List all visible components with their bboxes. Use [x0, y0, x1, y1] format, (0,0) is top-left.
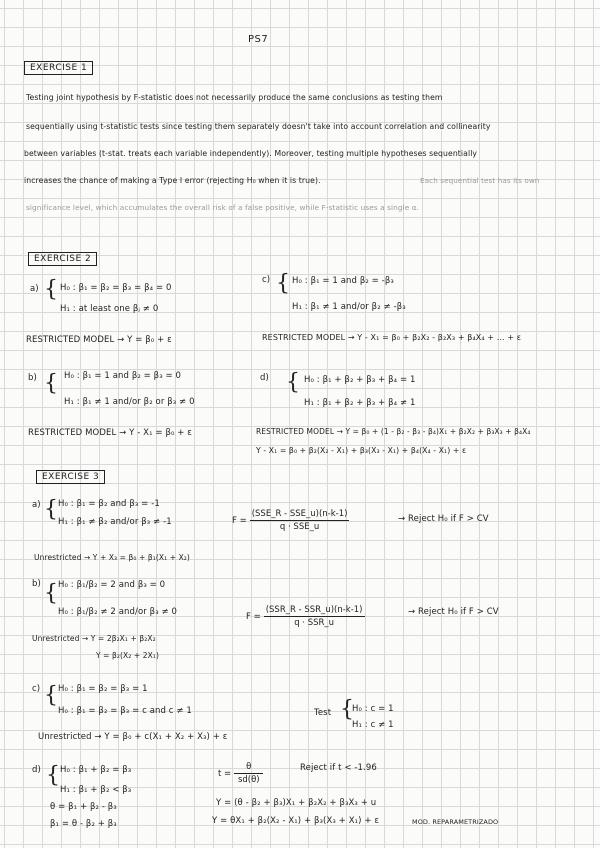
ex2-a-label: a): [30, 284, 39, 294]
ex3-b-f-statistic: [246, 605, 368, 628]
ex3-c-h0: H₀ : β₁ = β₂ = β₃ = 1: [58, 684, 148, 694]
ex3-b-unrestricted-1: Unrestricted → Y = 2β₂X₁ + β₂X₂: [32, 634, 156, 643]
f-denominator: q · SSE_u: [279, 522, 320, 532]
ex3-b-rule: → Reject H₀ if F > CV: [408, 607, 499, 617]
ex2-d-h0: H₀ : β₁ + β₂ + β₃ + β₄ = 1: [304, 375, 416, 385]
ex3-d-label: d): [32, 765, 41, 775]
ex2-c-h1: H₁ : β₁ ≠ 1 and/or β₂ ≠ -β₃: [292, 302, 406, 312]
ex1-text-line-4: increases the chance of making a Type I error (rejecting H₀ when it is true).: [24, 176, 321, 185]
t-numerator: θ: [234, 762, 263, 774]
ex3-a-f-statistic: [232, 509, 352, 532]
ex2-a-h0: H₀ : β₁ = β₂ = β₃ = β₄ = 0: [60, 283, 172, 293]
ex3-b-h0: H₀ : β₁/β₂ = 2 and β₃ = 0: [58, 580, 166, 590]
ex1-text-line-2: sequentially using t-statistic tests since testing them separately doesn't take into account correlation and collinearity: [26, 122, 491, 131]
ex3-b-h1: H₀ : β₁/β₂ ≠ 2 and/or β₃ ≠ 0: [58, 607, 178, 617]
brace-icon: {: [44, 497, 58, 522]
ex3-c-test-label: Test: [314, 708, 332, 718]
ex1-text-line-1: Testing joint hypothesis by F-statistic does not necessarily produce the same conclusions as testing them: [26, 93, 443, 102]
ex3-d-h0: H₀ : β₁ + β₂ = β₃: [60, 765, 132, 775]
ex3-d-beta: β₁ = θ - β₂ + β₃: [50, 819, 117, 829]
ex2-d-label: d): [260, 373, 269, 383]
exercise-3-header: EXERCISE 3: [36, 470, 105, 484]
ex3-d-h1: H₁ : β₁ + β₂ < β₃: [60, 785, 132, 795]
f-lhs: F =: [246, 611, 261, 622]
brace-icon: {: [44, 277, 58, 302]
ex2-b-h0: H₀ : β₁ = 1 and β₂ = β₃ = 0: [64, 371, 182, 381]
f-numerator: (SSE_R - SSE_u)(n-k-1): [251, 509, 348, 519]
brace-icon: {: [340, 697, 354, 722]
exercise-1-header: EXERCISE 1: [24, 61, 93, 75]
ex3-b-label: b): [32, 579, 41, 589]
ex3-a-label: a): [32, 500, 41, 510]
ex2-b-restricted: RESTRICTED MODEL → Y - X₁ = β₀ + ε: [28, 428, 192, 438]
ex3-a-unrestricted: Unrestricted → Y + X₃ = β₀ + β₁(X₁ + X₂): [34, 553, 190, 562]
ex3-d-t-statistic: [218, 762, 266, 785]
brace-icon: {: [46, 763, 60, 788]
brace-icon: {: [276, 271, 290, 296]
t-denominator: sd(θ): [237, 775, 260, 785]
ex2-b-h1: H₁ : β₁ ≠ 1 and/or β₂ or β₃ ≠ 0: [64, 397, 195, 407]
ex3-d-reject: Reject if t < -1.96: [300, 763, 377, 773]
ex3-c-h0b: H₀ : β₁ = β₂ = β₃ = c and c ≠ 1: [58, 706, 192, 716]
ex1-text-line-3: between variables (t-stat. treats each variable independently). Moreover, testing multiple hypotheses sequentially: [24, 149, 478, 158]
f-lhs: F =: [232, 515, 247, 526]
ex3-c-test-h1: H₁ : c ≠ 1: [352, 720, 394, 730]
ex2-a-h1: H₁ : at least one βⱼ ≠ 0: [60, 304, 159, 314]
ex3-a-h0: H₀ : β₁ = β₂ and β₃ = -1: [58, 499, 160, 509]
ex3-d-note: MOD. REPARAMETRIZADO: [412, 818, 499, 826]
page-title: PS7: [248, 34, 269, 45]
brace-icon: {: [44, 683, 58, 708]
ex1-faint-line-2: significance level, which accumulates the overall risk of a false positive, while F-statistic uses a single α.: [26, 203, 420, 212]
ex2-b-label: b): [28, 373, 37, 383]
ex3-a-h1: H₁ : β₁ ≠ β₂ and/or β₃ ≠ -1: [58, 517, 172, 527]
ex3-a-rule: → Reject H₀ if F > CV: [398, 514, 489, 524]
ex3-c-unrestricted: Unrestricted → Y = β₀ + c(X₁ + X₂ + X₃) + ε: [38, 732, 228, 742]
brace-icon: {: [44, 371, 58, 396]
ex3-d-theta: θ = β₁ + β₂ - β₃: [50, 802, 117, 812]
ex3-c-label: c): [32, 684, 41, 694]
ex2-d-h1: H₁ : β₁ + β₂ + β₃ + β₄ ≠ 1: [304, 398, 416, 408]
ex3-b-unrestricted-2: Y = β₂(X₂ + 2X₁): [96, 651, 159, 660]
ex2-a-restricted: RESTRICTED MODEL → Y = β₀ + ε: [26, 335, 172, 345]
ex2-c-restricted: RESTRICTED MODEL → Y - X₁ = β₀ + β₂X₂ - β₂X₃ + β₄X₄ + ... + ε: [262, 333, 522, 342]
ex2-c-label: c): [262, 275, 271, 285]
ex2-c-h0: H₀ : β₁ = 1 and β₂ = -β₃: [292, 276, 394, 286]
ex3-d-y2: Y = θX₁ + β₂(X₂ - X₁) + β₃(X₃ + X₁) + ε: [212, 816, 380, 826]
brace-icon: {: [44, 581, 58, 606]
f-numerator: (SSR_R - SSR_u)(n-k-1): [265, 605, 363, 615]
t-lhs: t =: [218, 768, 232, 779]
ex3-d-y1: Y = (θ - β₂ + β₃)X₁ + β₂X₂ + β₃X₃ + u: [216, 798, 377, 808]
f-denominator: q · SSR_u: [294, 618, 335, 628]
exercise-2-header: EXERCISE 2: [28, 252, 97, 266]
ex2-d-restricted-2: Y - X₁ = β₀ + β₂(X₂ - X₁) + β₃(X₃ - X₁) + β₄(X₄ - X₁) + ε: [256, 446, 467, 455]
ex1-faint-line-1: Each sequential test has its own: [420, 176, 540, 185]
ex2-d-restricted-1: RESTRICTED MODEL → Y = β₀ + (1 - β₂ - β₃ - β₄)X₁ + β₂X₂ + β₃X₃ + β₄X₄: [256, 427, 531, 436]
brace-icon: {: [286, 370, 300, 395]
ex3-c-test-h0: H₀ : c = 1: [352, 704, 394, 714]
